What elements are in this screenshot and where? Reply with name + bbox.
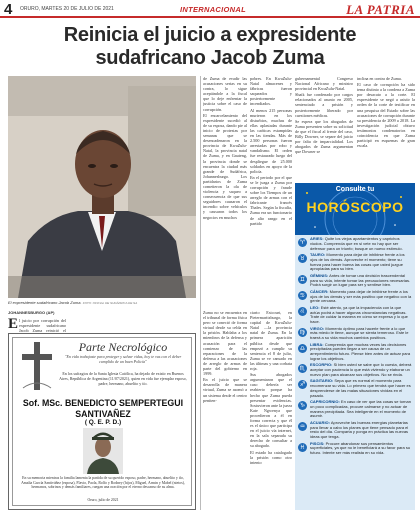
column-paragraph: El caso de corrupción ha sido tema distinto a la condena a Zuma por desacato a la corte. El expresidente se negó a asistir la orden de la corte de testificar en una pesquisa del Estado sobre las acusaciones de corrupción durante su presidencia de 2009 a 2018. La investigación judicial obtuvo testimonios condenatorios en coincidencia en que Zuma participó en esquemas de gran escala. — [357, 82, 415, 149]
obituary-notice — [8, 333, 196, 510]
horoscope-sign-name: ARIES: — [310, 236, 324, 241]
horoscope-sign — [298, 363, 412, 377]
horoscope-sign-text — [310, 253, 412, 272]
column-paragraph: pobres. En KwaZulu-Natal almacenes y fábricas fueron saqueados y posteriormente incendiados. — [250, 76, 292, 107]
photo-caption — [8, 300, 196, 305]
sagittarius-icon: ♐ — [299, 381, 306, 389]
column-paragraph: gubernamental Congreso Nacional Africano y ministro provincial en KwaZulu-Natal. — [295, 76, 353, 92]
dateline: JOHANNESBURGO (AP) — [8, 310, 55, 315]
column-paragraph: Shaik fue condenado por cargos relacionados al asunto en 2005, sentenciado a prisión y posteriormente liberado por cuestiones médicas. — [295, 92, 353, 118]
horoscope-sign-text — [310, 306, 412, 325]
horoscope-sign-name: LEO: — [310, 304, 320, 310]
horoscope-subtitle: Consulte tu — [335, 186, 375, 193]
horoscope-sign-reading: Comprenda que muchas veces las decisiones precipitadas pueden llegar a ser causa de un arrepentimiento futuro. Piense bien antes de actuar para lograr los objetivos. — [310, 341, 411, 361]
page-number: 4 — [4, 1, 13, 18]
horoscope-sign — [298, 442, 412, 456]
horoscope-sign-reading: Momento óptimo para hacerle frente a lo que más miedo le tiene, aunque se sienta temeroso. Este le traerá a su vida muchos cambios positivos. — [310, 325, 409, 341]
horoscope-sign — [298, 343, 412, 362]
horoscope-sign — [298, 327, 412, 341]
horoscope-sign-reading: En caso de ver que las cosas se tornan un poco complicadas, procure calmarse y no actuar de manera precipitada. Sea inteligente en el momento de asumir. — [310, 399, 411, 419]
horoscope-sign-name: GÉMINIS: — [310, 272, 329, 278]
column-paragraph: Al menos 215 personas murieron en los disturbios, muchas de ellas aplastadas durante las caóticas estampidas en las tiendas. Más de 2.500 personas fueron arrestadas por robo y vandalismo. El orden fue restaurado luego del despliegue de 25.000 soldados en apoyo de la policía. — [250, 107, 292, 174]
horoscope-sign-text — [310, 442, 412, 456]
horoscope-panel — [295, 183, 415, 510]
horoscope-sign-name: CAPRICORNIO: — [310, 399, 340, 405]
horoscope-list — [295, 235, 415, 456]
horoscope-sign-name: CÁNCER: — [310, 288, 329, 294]
horoscope-sign-name: LIBRA: — [310, 341, 324, 347]
horoscope-sign-name: ACUARIO: — [310, 419, 330, 425]
horoscope-sign-reading: Esté atento, ya que la impaciencia con la que actúa podrá a hacer algunas circunstancias negativas. Trate de cuidar la manera en cómo se expresa y lo que hace. — [310, 304, 408, 325]
horoscope-sign-reading: Aproveche las buenas energías planetarias para llevar a cabo los planes que tiene pensado para el resto del día. Comparta y ponga en práctica las nuevas ideas que tenga. — [310, 419, 409, 440]
caption-credit: FOTO: OFICIAL DE SUDÁFRICA DE SA — [82, 301, 138, 305]
article-column-7 — [357, 76, 415, 180]
libra-icon: ♎ — [299, 344, 306, 352]
cancer-icon: ♋ — [299, 291, 306, 299]
horoscope-sign-text — [310, 290, 412, 304]
virgo-icon: ♍ — [299, 328, 306, 336]
column-paragraph: ciario Estcourt, en Pietermaritzburgo, la capital de KwaZulu-Natal —la provincia natal de Zuma. En la primera aparición pública desde que empezó a cumplir su sentencia el 8 de julio, Zuma se ve cansado en las últimas y una corbata roja. — [250, 310, 292, 372]
horoscope-sign-reading: Procure abandonar sus pensamientos superficiales, ya que no le beneficiará a su favor para su futuro. Intente ser más realista en su vida. — [310, 440, 411, 456]
column-paragraph: Se espera que los abogados de Zuma presenten sobre su solicitud de que el fiscal al frente del caso, Billy Downer, se separe del juicio por falta de imparcialidad. Los abogados de Zuma argumentan que Downer se — [295, 118, 353, 155]
column-paragraph: El encarcelamiento del expresidente sucedió al de su esposa, dando pie al inicio de protestas por semanas que se desencadenaron en la provincia de KwaZulu-Natal, la provincia natal de Zuma, y en Gauteng, la provincia donde se encuentra la ciudad más grande de Sudáfrica, Johannesburgo. Los partidarios de Zuma cometieron la ola de violencia y saqueo a consecuencia de que sus seguidores causaron el incendio sobre vehículos y causaron todos los negocios en muchos — [203, 112, 247, 220]
horoscope-sign-name: PISCIS: — [310, 440, 325, 446]
aries-icon: ♈ — [299, 239, 306, 246]
horoscope-sign-reading: Sepa que es normal el momento para recomenzar su vida. Lo primero que tendrá que hacer es desprenderse de las malas situaciones vividas en el pasado. — [310, 378, 411, 398]
horoscope-sign-name: SAGITARIO: — [310, 378, 334, 384]
article-photo — [8, 76, 196, 298]
newspaper-logo[interactable]: LA PATRIA — [346, 2, 415, 17]
page-date: ORURO, MARTES 20 DE JULIO DE 2021 — [20, 6, 114, 12]
deceased-name: Sof. MSc. BENEDICTO SEMPERTEGUI SANTIVAÑEZ — [22, 398, 184, 419]
horoscope-sign-text — [310, 379, 412, 398]
column-paragraph: Sus abogados argumentaron que el caso debería ser reabierto porque ha hecho que Zuma pueda presentar evidencias. Sostuvieron ante la jueza Kate Ngwenya que procedieron a él en forma correcta y que él es el único que participa en el juicio vía internet, en la sala separada su derecho de consultar a su abogado. — [250, 372, 292, 449]
article-column-3 — [250, 310, 292, 508]
obituary-footer: Oruro, julio de 2021 — [87, 498, 119, 502]
pisces-icon: ♓ — [299, 443, 306, 451]
horoscope-sign — [298, 237, 412, 251]
horoscope-sign-text — [310, 363, 412, 377]
cross-icon — [17, 340, 57, 392]
obituary-title: Parte Necrológico — [78, 340, 168, 354]
horoscope-header — [295, 183, 415, 235]
column-paragraph: inclina en contra de Zuma. — [357, 76, 402, 81]
horoscope-sign-reading: Momento para dejar de inhibirse frente a los ojos de los demás. Aproveche el momento; tiene su fuerza para hacer buena las cosas que usted juzgue apropiadas para su bien. — [310, 251, 405, 272]
horoscope-sign-name: TAURO: — [310, 251, 326, 257]
section-label[interactable]: INTERNACIONAL — [180, 5, 246, 14]
horoscope-sign-reading: Si bien usted se sabe que lo cuesta, deberá aceptar con paciencia lo que está viviendo y elaborar un nuevo plan para alcanzar sus objetivos. No se rinda. — [310, 362, 412, 377]
horoscope-sign-reading: Momento para dejar de inhibirse frente a los ojos de los demás y ser más positivo que negativo con la gente cercana. — [310, 288, 412, 304]
leo-icon: ♌ — [299, 307, 306, 315]
horoscope-sign-text — [310, 421, 412, 440]
article-column-6 — [295, 76, 353, 180]
horoscope-title: HORÓSCOPO — [306, 199, 404, 215]
column-paragraph: Zuma no se encuentra en el tribunal de forma física pero se conectó de forma virtual desde su celda en la prisión. Hablaba a los miembros de la defensa y acusación para el comienzo de las reparaciones de la defensa a las acusaciones de arreglo de armas de parte del gobierno en 1999. — [203, 310, 247, 377]
article-column-5 — [250, 76, 292, 304]
article-column-2 — [203, 310, 247, 508]
horoscope-sign — [298, 379, 412, 398]
gemini-icon: ♊ — [299, 275, 306, 283]
horoscope-sign — [298, 290, 412, 304]
drop-cap: E — [8, 316, 19, 332]
column-paragraph: En el juicio que se desarrolla de manera virtual, Zuma se asomó a un sistema desde el centro peniten- — [203, 377, 247, 403]
deceased-portrait — [83, 428, 123, 474]
horoscope-sign-text — [310, 343, 412, 362]
page-header — [0, 0, 420, 18]
scorpio-icon: ♏ — [299, 365, 306, 373]
column-paragraph: El estado ha catalogado la prisión como otro intento — [250, 449, 292, 465]
column-divider — [200, 76, 201, 510]
horoscope-sign-text — [310, 237, 412, 251]
column-paragraph: En el periodo por el que se le juzga a Zuma por corrupción y fraude sobre los Tiempos de un arreglo de armas con el fabricante francés Thales. Según la fiscalía, Zuma era un funcionario de alto rango en el partido — [250, 174, 292, 226]
article-headline: Reinicia el juicio a expresidente sudafricano Jacob Zuma — [63, 24, 357, 69]
taurus-icon: ♉ — [299, 254, 306, 262]
zuma-photo — [8, 76, 196, 298]
horoscope-sign-reading: Antes de tomar una decisión trascendental para su vida, intente tomar las precauciones necesarias. Podrá surgir un lugar para ser y sentirse bien. — [310, 272, 411, 288]
horoscope-sign — [298, 253, 412, 272]
horoscope-sign-reading: Quite los viejos apartamientos y caprichos viudos. Comprenda que en si vete no hay que ser defensor para un triunfo; busque un nuevo estímulo. — [310, 236, 403, 251]
article-column-4 — [203, 76, 247, 304]
horoscope-sign-text — [310, 327, 412, 341]
horoscope-sign — [298, 306, 412, 325]
column-paragraph: de Zuma de evadir las acusaciones serias en su contra, lo sigue aceptándole a la fiscal que lo deje enfrentar la justicia sobre el caso de corrupción. — [203, 76, 247, 112]
column-paragraph: l juicio por corrupción del expresidente sudafricano Jacob Zuma reinició el — [19, 318, 66, 334]
rip-label: ( Q. E. P. D.) — [84, 419, 122, 426]
obituary-quote: "En vida trabajaste para proteger y salvar vidas, hoy te vas con el deber cumplido de un buen Policía" — [64, 354, 182, 364]
horoscope-sign — [298, 274, 412, 288]
horoscope-sign-text — [310, 274, 412, 288]
horoscope-sign — [298, 400, 412, 419]
horoscope-sign-name: ESCORPIO: — [310, 362, 333, 368]
obituary-body: En su memoria mientras la familia lamenta la partida de su querido esposo, padre, hermano, abuelito y tío, Amalia García Santiváñez (esposa), Flavio, Paola, Rolfo y Rodney (hijos), Miguel, Armin y Mabel (nietos), hermanos, sobrinos y demás familiares, ruegan una oración por el eterno descanso de su alma. — [21, 476, 185, 489]
caption-text: El expresidente sudafricano Jacob Zuma. — [8, 300, 82, 305]
obituary-intro: En los sufragios de la Santa Iglesia Católica, ha dejado de existir en Buenos Aires, República de Argentina (11/07/2021), quien en vida fue ejemplar esposo, padre, hermano, abuelito y tío. — [59, 371, 187, 386]
horoscope-sign-name: VIRGO: — [310, 325, 325, 331]
horoscope-sign — [298, 421, 412, 440]
aquarius-icon: ♒ — [299, 422, 306, 430]
capricorn-icon: ♑ — [299, 402, 306, 410]
horoscope-sign-text — [310, 400, 412, 419]
